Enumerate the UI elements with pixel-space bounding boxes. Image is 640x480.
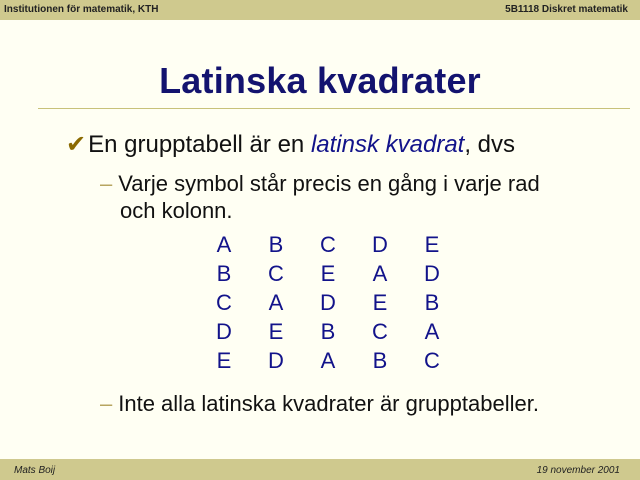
grid-cell: A [424,319,440,344]
grid-cell: A [268,290,284,315]
grid-cell: D [424,261,440,286]
grid-cell: C [424,348,440,373]
grid-cell: C [268,261,284,286]
latin-square-grid [198,230,458,375]
slide-title: Latinska kvadrater [159,60,481,101]
sub-item-2-text: Inte alla latinska kvadrater är grupptabeller. [118,391,539,416]
grid-cell: B [320,319,336,344]
date-label: 19 november 2001 [536,465,620,476]
grid-cell: B [216,261,232,286]
grid-cell: E [424,232,440,257]
grid-cell: D [372,232,388,257]
grid-cell: E [216,348,232,373]
grid-cell: C [320,232,336,257]
sub-item-1-continuation: och kolonn. [120,198,233,223]
dash-icon: – [100,391,113,416]
sub-item-2 [100,390,539,417]
footer-bar [0,459,640,480]
title-divider [38,108,630,109]
header-bar [0,0,640,20]
grid-cell: D [268,348,284,373]
grid-row [198,288,458,317]
grid-cell: E [372,290,388,315]
bullet-text-after: , dvs [464,131,516,158]
grid-cell: D [320,290,336,315]
check-icon: ✔ [66,131,87,158]
dash-icon: – [100,171,113,196]
bullet-emphasis: latinsk kvadrat [310,131,465,158]
grid-cell: B [268,232,284,257]
grid-cell: C [372,319,388,344]
grid-cell: A [372,261,388,286]
grid-cell: B [372,348,388,373]
grid-cell: A [216,232,232,257]
bullet-text-before: En grupptabell är en [88,131,311,158]
institution-label: Institutionen för matematik, KTH [4,4,159,15]
grid-cell: B [424,290,440,315]
sub-item-1-text: Varje symbol står precis en gång i varje rad [118,171,540,196]
main-bullet [66,130,515,159]
grid-cell: C [216,290,232,315]
grid-row [198,230,458,259]
grid-cell: E [268,319,284,344]
grid-row [198,259,458,288]
grid-row [198,317,458,346]
sub-item-1 [100,170,540,197]
grid-cell: A [320,348,336,373]
grid-cell: E [320,261,336,286]
grid-row [198,346,458,375]
course-label: 5B1118 Diskret matematik [505,4,628,15]
grid-cell: D [216,319,232,344]
author-label: Mats Boij [14,465,56,476]
